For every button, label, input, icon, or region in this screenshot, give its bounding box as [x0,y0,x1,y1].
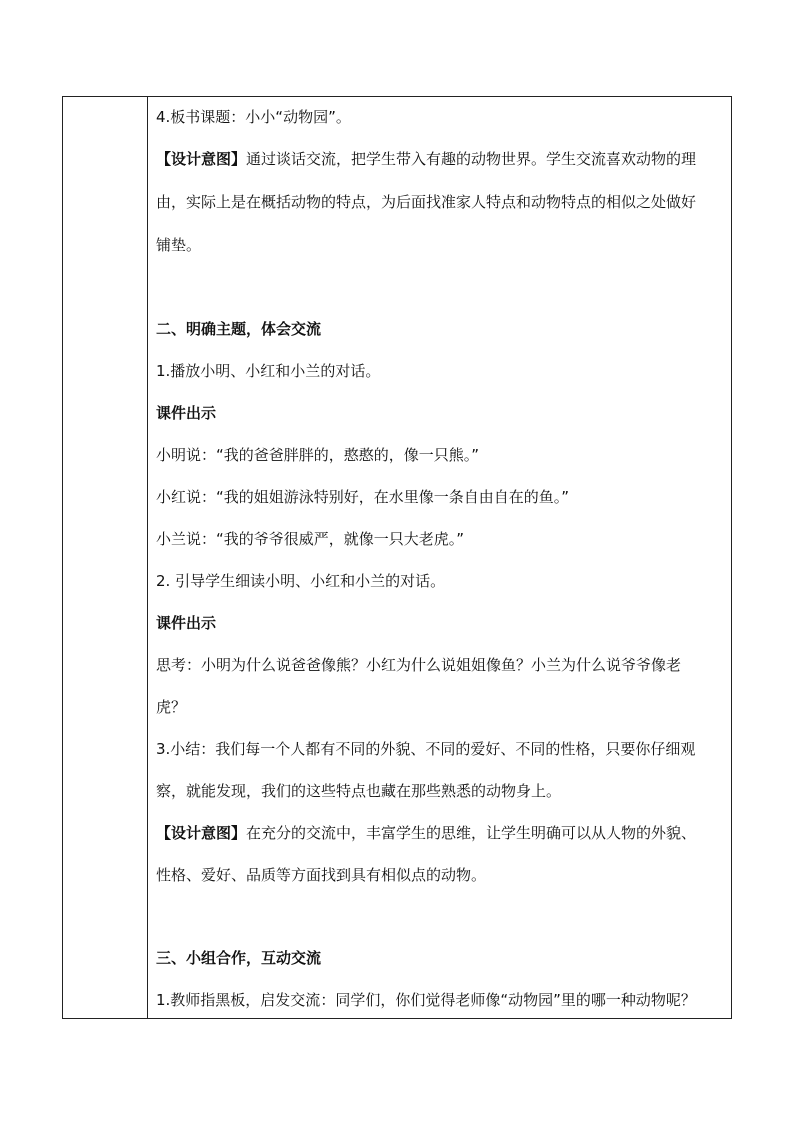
text-line: 由，实际上是在概括动物的特点，为后面找准家人特点和动物特点的相似之处做好 [156,193,697,211]
step-4-title: 4.板书课题：小小“动物园”。 [156,108,351,126]
design-intent-label: 【设计意图】 [156,824,247,842]
design-intent-paragraph-1 [156,149,725,169]
dialogue-line: 小红说：“我的姐姐游泳特别好，在水里像一条自由自在的鱼。” [156,488,570,506]
dialogue-line: 小明说：“我的爸爸胖胖的，憨憨的，像一只熊。” [156,446,480,464]
section-heading-3: 三、小组合作，互动交流 [156,949,322,967]
text-line: 1.播放小明、小红和小兰的对话。 [156,362,381,380]
design-intent-text: 通过谈话交流，把学生带入有趣的动物世界。学生交流喜欢动物的理 [246,150,697,168]
text-line: 性格、爱好、品质等方面找到具有相似点的动物。 [156,866,487,884]
text-line: 3.小结：我们每一个人都有不同的外貌、不同的爱好、不同的性格，只要你仔细观 [156,740,696,758]
design-intent-paragraph-2 [156,823,725,843]
text-line: 2. 引导学生细读小明、小红和小兰的对话。 [156,572,446,590]
left-column-cell [63,97,148,1018]
courseware-label: 课件出示 [156,404,217,422]
text-line: 思考：小明为什么说爸爸像熊？小红为什么说姐姐像鱼？小兰为什么说爷爷像老 [156,656,682,674]
text-line: 虎？ [156,698,187,716]
text-line: 铺垫。 [156,236,202,254]
dialogue-line: 小兰说：“我的爷爷很威严，就像一只大老虎。” [156,530,465,548]
courseware-label: 课件出示 [156,614,217,632]
design-intent-label: 【设计意图】 [156,150,247,168]
design-intent-text: 在充分的交流中，丰富学生的思维，让学生明确可以从人物的外貌、 [246,824,697,842]
content-cell [148,97,731,1018]
text-line: 1.教师指黑板，启发交流：同学们，你们觉得老师像“动物园”里的哪一种动物呢？ [156,991,696,1009]
lesson-table [62,96,732,1019]
text-line: 察，就能发现，我们的这些特点也藏在那些熟悉的动物身上。 [156,782,562,800]
section-heading-2: 二、明确主题，体会交流 [156,320,322,338]
